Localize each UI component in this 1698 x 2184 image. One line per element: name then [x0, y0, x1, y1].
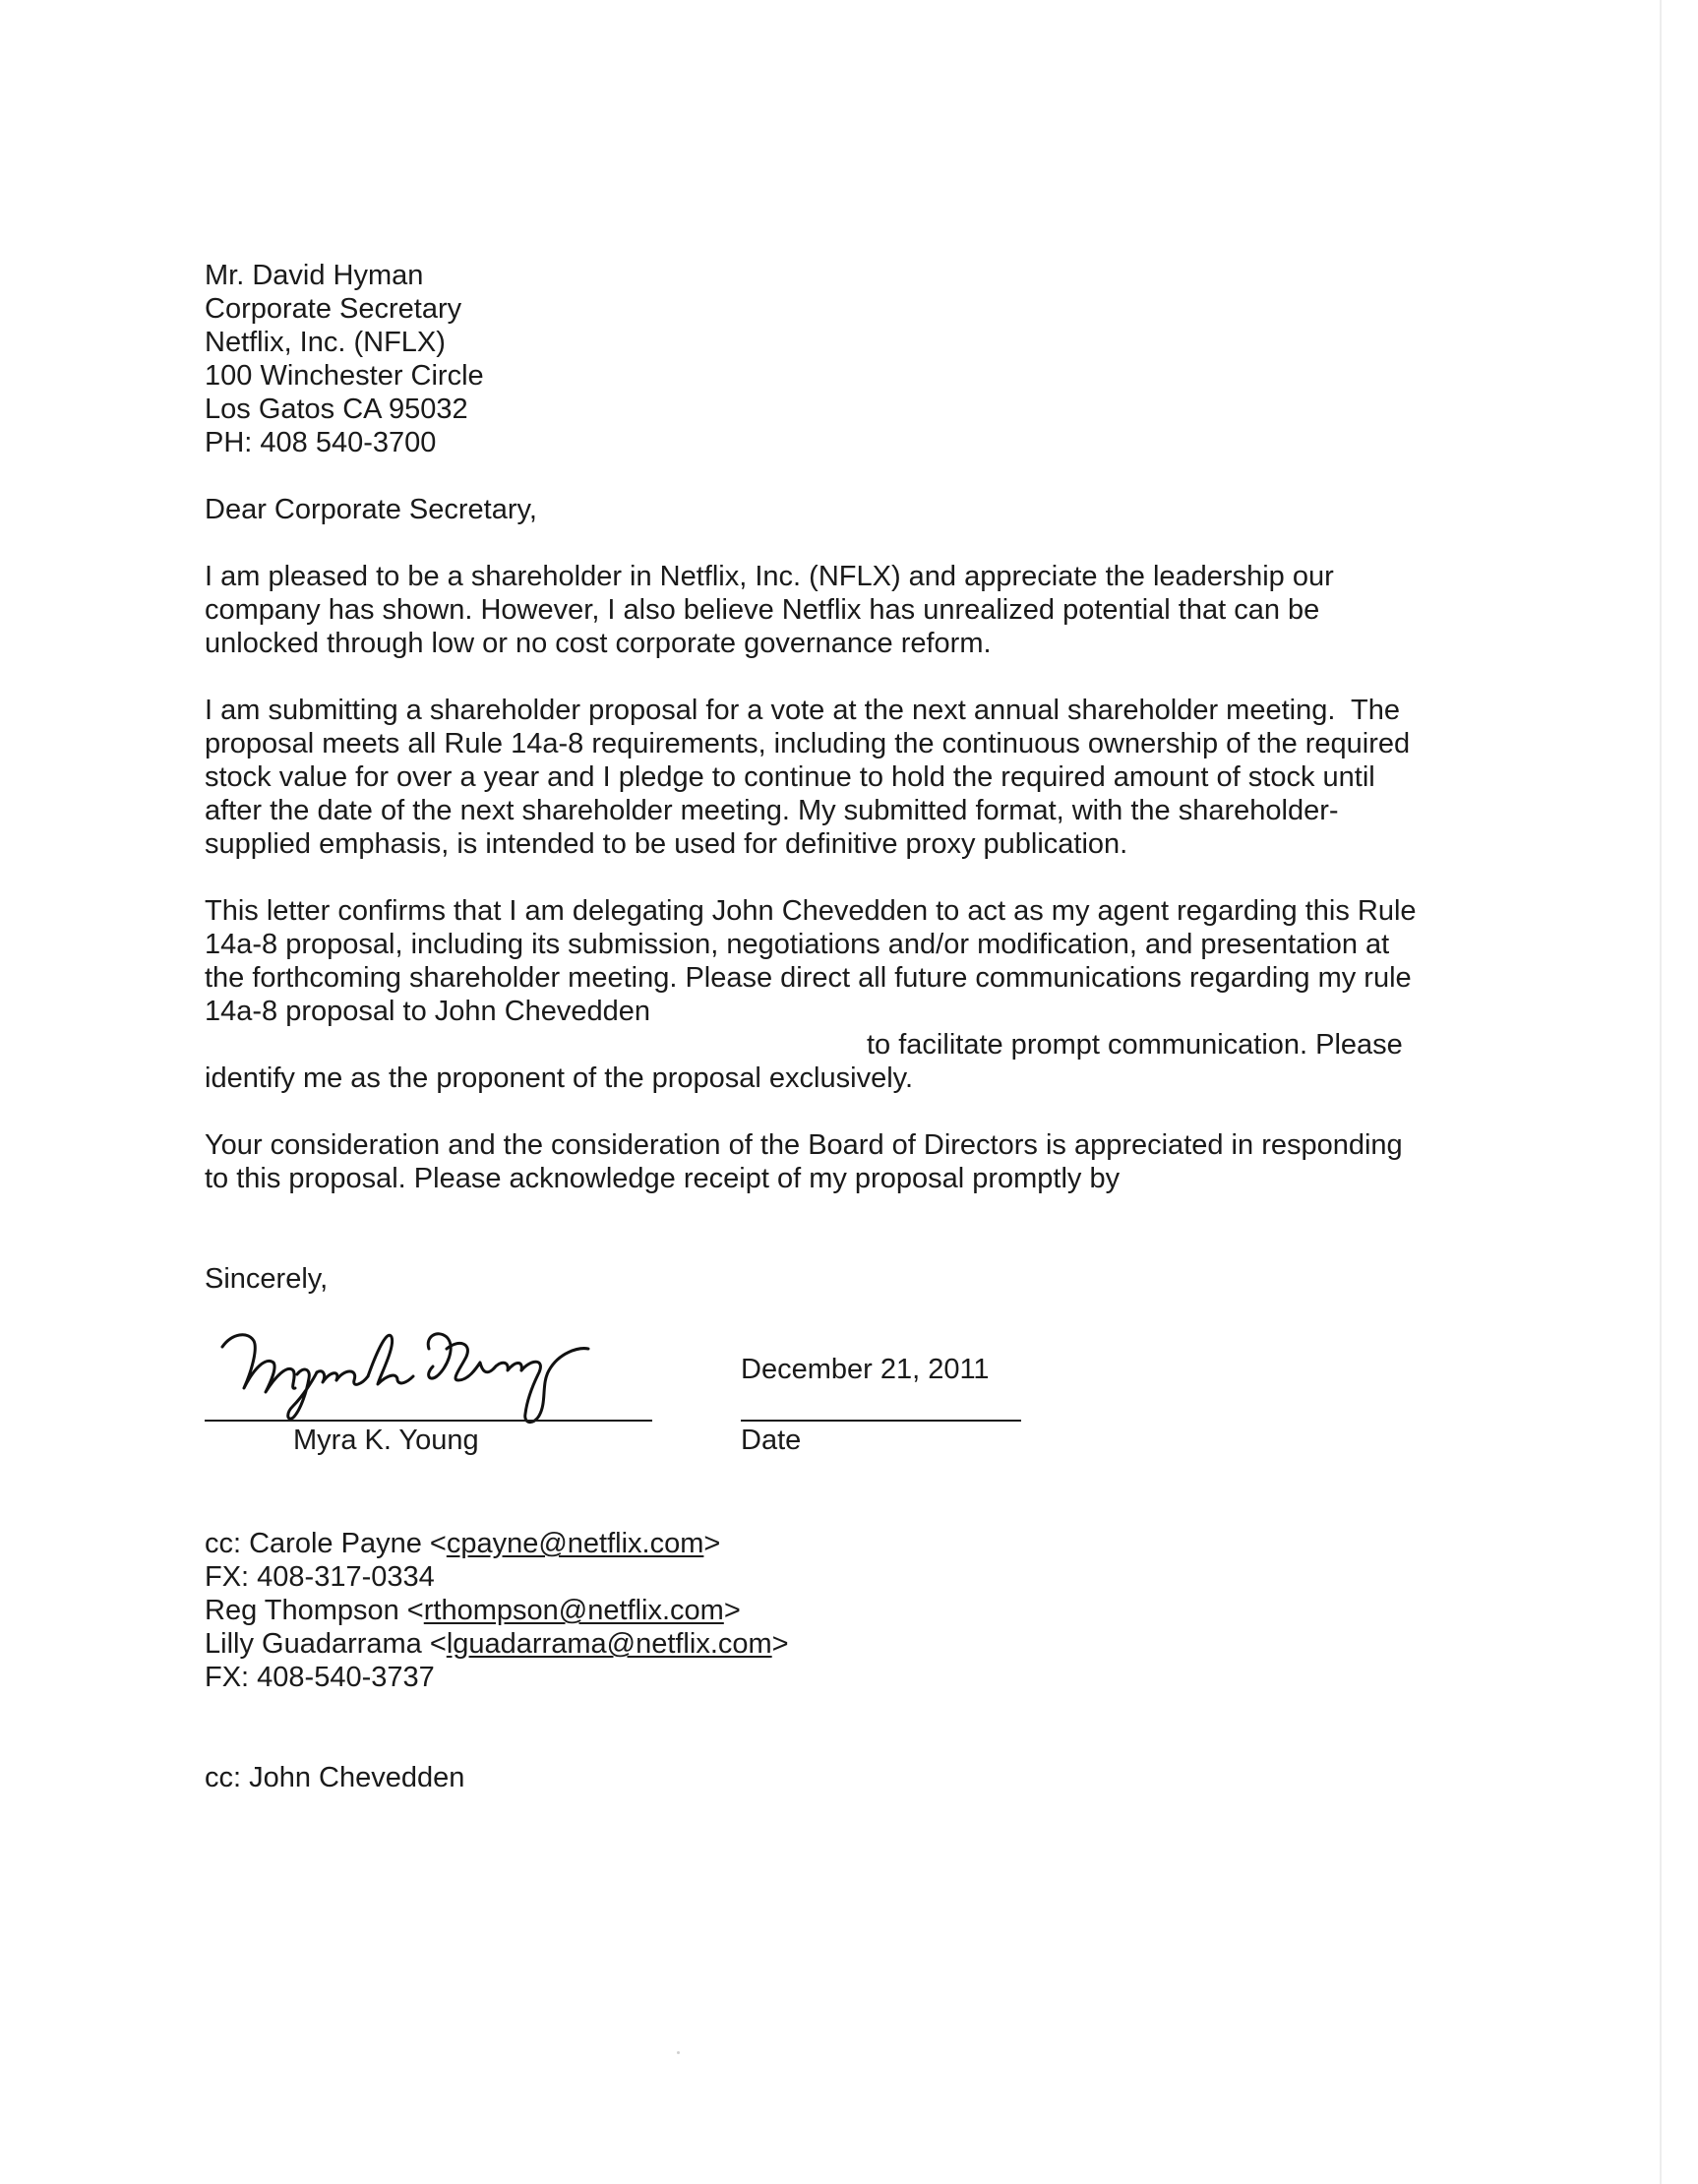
paragraph-line: This letter confirms that I am delegating John Chevedden to act as my agent regarding this Rule — [205, 895, 1417, 927]
recipient-phone: PH: 408 540-3700 — [205, 427, 437, 458]
scan-speck — [677, 2051, 680, 2054]
recipient-street: 100 Winchester Circle — [205, 360, 484, 392]
paragraph-line: the forthcoming shareholder meeting. Please direct all future communications regarding my rule — [205, 962, 1412, 994]
paragraph-line: company has shown. However, I also believe Netflix has unrealized potential that can be — [205, 594, 1320, 626]
signature-column — [205, 1323, 652, 1461]
signature-line — [205, 1420, 652, 1422]
paragraph-line-indented: to facilitate prompt communication. Please — [867, 1029, 1403, 1061]
cc-chevedden: cc: John Chevedden — [205, 1762, 465, 1793]
cc-bracket: > — [723, 1595, 741, 1626]
letter-body — [205, 259, 1484, 1296]
signer-name: Myra K. Young — [293, 1425, 479, 1456]
paragraph-4 — [205, 1128, 1484, 1195]
email-link[interactable]: rthompson@netflix.com — [423, 1595, 724, 1626]
cc-name: Lilly Guadarrama < — [205, 1628, 447, 1660]
recipient-name: Mr. David Hyman — [205, 260, 424, 291]
scan-edge-line — [1660, 0, 1662, 2184]
paragraph-line: 14a-8 proposal to John Chevedden — [205, 996, 651, 1027]
paragraph-line: supplied emphasis, is intended to be used for definitive proxy publication. — [205, 828, 1128, 860]
paragraph-line: I am submitting a shareholder proposal for a vote at the next annual shareholder meeting. The — [205, 695, 1400, 726]
recipient-city: Los Gatos CA 95032 — [205, 394, 468, 425]
paragraph-line: proposal meets all Rule 14a-8 requirements, including the continuous ownership of the required — [205, 728, 1411, 759]
signature-date: December 21, 2011 — [741, 1354, 990, 1385]
cc-name: cc: Carole Payne < — [205, 1528, 447, 1559]
paragraph-line: Your consideration and the consideration of the Board of Directors is appreciated in responding — [205, 1129, 1403, 1161]
cc-name: Reg Thompson < — [205, 1595, 424, 1626]
date-column — [741, 1323, 1021, 1461]
paragraph-line: identify me as the proponent of the proposal exclusively. — [205, 1062, 914, 1094]
recipient-address — [205, 259, 1484, 459]
paragraph-3 — [205, 894, 1484, 1095]
paragraph-line: to this proposal. Please acknowledge receipt of my proposal promptly by — [205, 1163, 1121, 1194]
paragraph-line: after the date of the next shareholder meeting. My submitted format, with the shareholder- — [205, 795, 1339, 826]
recipient-title: Corporate Secretary — [205, 293, 462, 325]
paragraph-line: unlocked through low or no cost corporate governance reform. — [205, 628, 992, 659]
recipient-company: Netflix, Inc. (NFLX) — [205, 327, 446, 358]
cc-fax-1: FX: 408-317-0334 — [205, 1561, 435, 1593]
paragraph-2 — [205, 694, 1484, 861]
salutation: Dear Corporate Secretary, — [205, 494, 537, 525]
email-link[interactable]: lguadarrama@netflix.com — [446, 1628, 772, 1660]
cc-line-lilly — [205, 1627, 789, 1661]
paragraph-1 — [205, 560, 1484, 660]
handwritten-signature — [214, 1319, 628, 1427]
cc-second — [205, 1761, 464, 1794]
cc-bracket: > — [771, 1628, 789, 1660]
cc-list — [205, 1527, 789, 1694]
paragraph-line: I am pleased to be a shareholder in Netflix, Inc. (NFLX) and appreciate the leadership our — [205, 561, 1334, 592]
cc-bracket: > — [703, 1528, 721, 1559]
signature-block — [205, 1323, 1090, 1471]
cc-line-carole — [205, 1527, 789, 1560]
cc-fax-2: FX: 408-540-3737 — [205, 1662, 435, 1693]
email-link[interactable]: cpayne@netflix.com — [446, 1528, 704, 1559]
date-label: Date — [741, 1425, 802, 1456]
cc-line-reg — [205, 1594, 789, 1627]
paragraph-line: 14a-8 proposal, including its submission, negotiations and/or modification, and presentation at — [205, 929, 1390, 960]
date-line — [741, 1420, 1021, 1422]
paragraph-line: stock value for over a year and I pledge to continue to hold the required amount of stock until — [205, 761, 1375, 793]
closing: Sincerely, — [205, 1263, 329, 1295]
